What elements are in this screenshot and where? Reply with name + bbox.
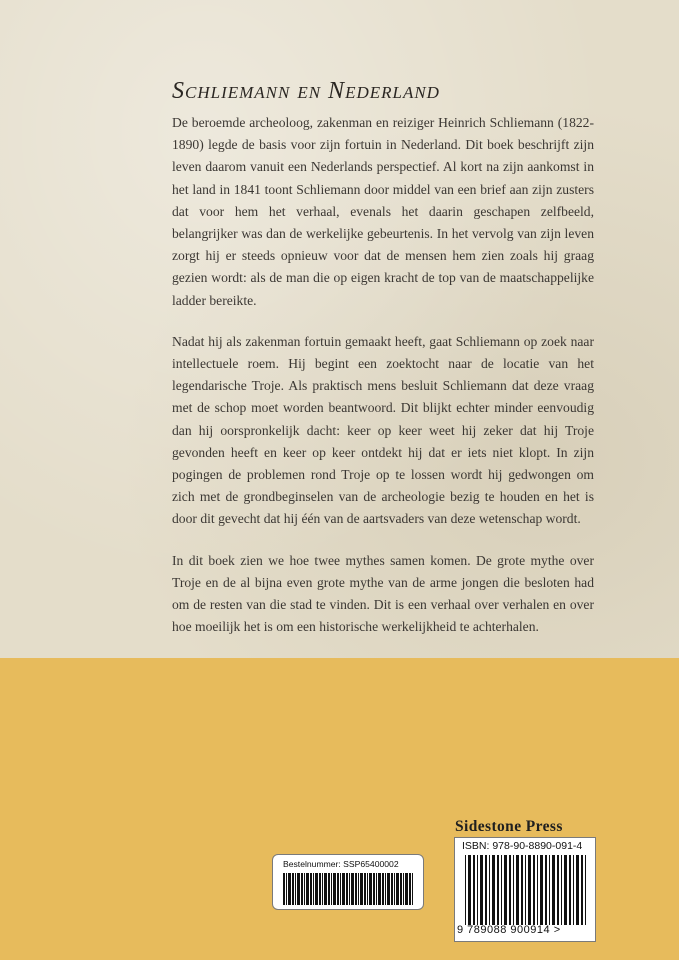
barcode-bar: [304, 873, 305, 905]
barcode-bar: [545, 855, 547, 925]
barcode-bar: [576, 855, 579, 925]
barcode-bar: [349, 873, 350, 905]
barcode-bar: [364, 873, 366, 905]
order-number-barcode: [272, 854, 424, 910]
barcode-bar: [573, 855, 574, 925]
barcode-bar: [396, 873, 399, 905]
barcode-bar: [492, 855, 495, 925]
barcode-bar: [537, 855, 538, 925]
barcode-bar: [331, 873, 332, 905]
blurb: [172, 112, 594, 657]
barcode-bar: [528, 855, 531, 925]
barcode-bar: [378, 873, 381, 905]
barcode-bar: [516, 855, 519, 925]
barcode-bar: [409, 873, 411, 905]
publisher-name: Sidestone Press: [455, 818, 563, 835]
order-number-label: Bestelnummer: SSP65400002: [283, 859, 399, 869]
barcode-bar: [480, 855, 483, 925]
barcode-bar: [504, 855, 507, 925]
isbn-digits: 9 789088 900914 >: [457, 924, 561, 936]
barcode-bar: [382, 873, 384, 905]
barcode-bar: [564, 855, 567, 925]
barcode-bar: [552, 855, 555, 925]
barcode-bar: [333, 873, 336, 905]
barcode-bar: [313, 873, 314, 905]
barcode-bar: [473, 855, 475, 925]
barcode-bar: [358, 873, 359, 905]
barcode-bar: [465, 855, 466, 925]
isbn-barcode-bars: [465, 855, 589, 925]
barcode-bar: [405, 873, 408, 905]
isbn-barcode: [454, 837, 596, 942]
barcode-bar: [525, 855, 526, 925]
barcode-bar: [322, 873, 323, 905]
barcode-bar: [337, 873, 339, 905]
barcode-bar: [468, 855, 471, 925]
barcode-bar: [549, 855, 550, 925]
barcode-bar: [561, 855, 562, 925]
barcode-bar: [292, 873, 294, 905]
barcode-bar: [376, 873, 377, 905]
barcode-bar: [288, 873, 291, 905]
barcode-bar: [581, 855, 583, 925]
barcode-bar: [367, 873, 368, 905]
barcode-bar: [521, 855, 523, 925]
barcode-bar: [387, 873, 390, 905]
barcode-bar: [394, 873, 395, 905]
barcode-bar: [283, 873, 285, 905]
barcode-bar: [513, 855, 514, 925]
barcode-bar: [485, 855, 487, 925]
barcode-bar: [400, 873, 402, 905]
barcode-bar: [403, 873, 404, 905]
order-barcode-bars: [283, 873, 415, 905]
barcode-bar: [569, 855, 571, 925]
barcode-bar: [501, 855, 502, 925]
barcode-bar: [342, 873, 345, 905]
barcode-bar: [497, 855, 499, 925]
barcode-bar: [412, 873, 413, 905]
barcode-bar: [319, 873, 321, 905]
barcode-bar: [328, 873, 330, 905]
barcode-bar: [557, 855, 559, 925]
barcode-bar: [295, 873, 296, 905]
barcode-bar: [533, 855, 535, 925]
barcode-bar: [324, 873, 327, 905]
barcode-bar: [489, 855, 490, 925]
barcode-bar: [301, 873, 303, 905]
blurb-paragraph-2: Nadat hij als zakenman fortuin gemaakt heeft, gaat Schliemann op zoek naar intellectuele roem. Hij begint een zoektocht naar de locatie van het legendarische Troje. Als praktisch mens besluit Schliemann dat deze vraag met de schop moet worden beantwoord. Dit blijkt echter minder eenvoudig dan hij oorspronkelijk dacht: keer op keer weet hij zeker dat hij Troje gevonden heeft en keer op keer ontdekt hij dat er iets niet klopt. In zijn pogingen de problemen rond Troje op te lossen wordt hij gedwongen om zich met de grondbeginselen van de archeologie bezig te houden en het is door dit gevecht dat hij één van de aartsvaders van deze wetenschap wordt.: [172, 333, 594, 527]
barcode-bar: [391, 873, 393, 905]
blurb-paragraph-1: De beroemde archeoloog, zakenman en reiziger Heinrich Schliemann (1822-1890) legde de basis voor zijn fortuin in Nederland. Dit boek beschrijft zijn leven daarom vanuit een Nederlands perspectief. Al kort na zijn aankomst in het land in 1841 toont Schliemann door middel van een brief aan zijn zusters dat voor hem het verhaal, evenals het daarin geschapen zelfbeeld, belangrijker was dan de werkelijke gebeurtenis. In het vervolg van zijn leven zorgt hij er steeds opnieuw voor dat de mensen hem zien zoals hij graag gezien wordt: als de man die op eigen kracht de top van de maatschappelijke ladder bereikte.: [172, 115, 594, 308]
barcode-bar: [310, 873, 312, 905]
book-title: Schliemann en Nederland: [172, 78, 440, 104]
barcode-bar: [351, 873, 354, 905]
barcode-bar: [315, 873, 318, 905]
barcode-bar: [340, 873, 341, 905]
barcode-bar: [346, 873, 348, 905]
barcode-bar: [477, 855, 478, 925]
barcode-bar: [540, 855, 543, 925]
barcode-bar: [385, 873, 386, 905]
barcode-bar: [373, 873, 375, 905]
barcode-bar: [306, 873, 309, 905]
barcode-bar: [360, 873, 363, 905]
blurb-paragraph-3: In dit boek zien we hoe twee mythes samen komen. De grote mythe over Troje en de al bijna even grote mythe van de arme jongen die besloten had om de resten van die stad te vinden. Dit is een verhaal over verhalen en over hoe moeilijk het is om een historische werkelijkheid te achterhalen.: [172, 552, 594, 635]
barcode-bar: [355, 873, 357, 905]
barcode-bar: [369, 873, 372, 905]
barcode-bar: [297, 873, 300, 905]
isbn-label: ISBN: 978-90-8890-091-4: [462, 840, 583, 852]
barcode-bar: [585, 855, 586, 925]
barcode-bar: [509, 855, 511, 925]
barcode-bar: [286, 873, 287, 905]
